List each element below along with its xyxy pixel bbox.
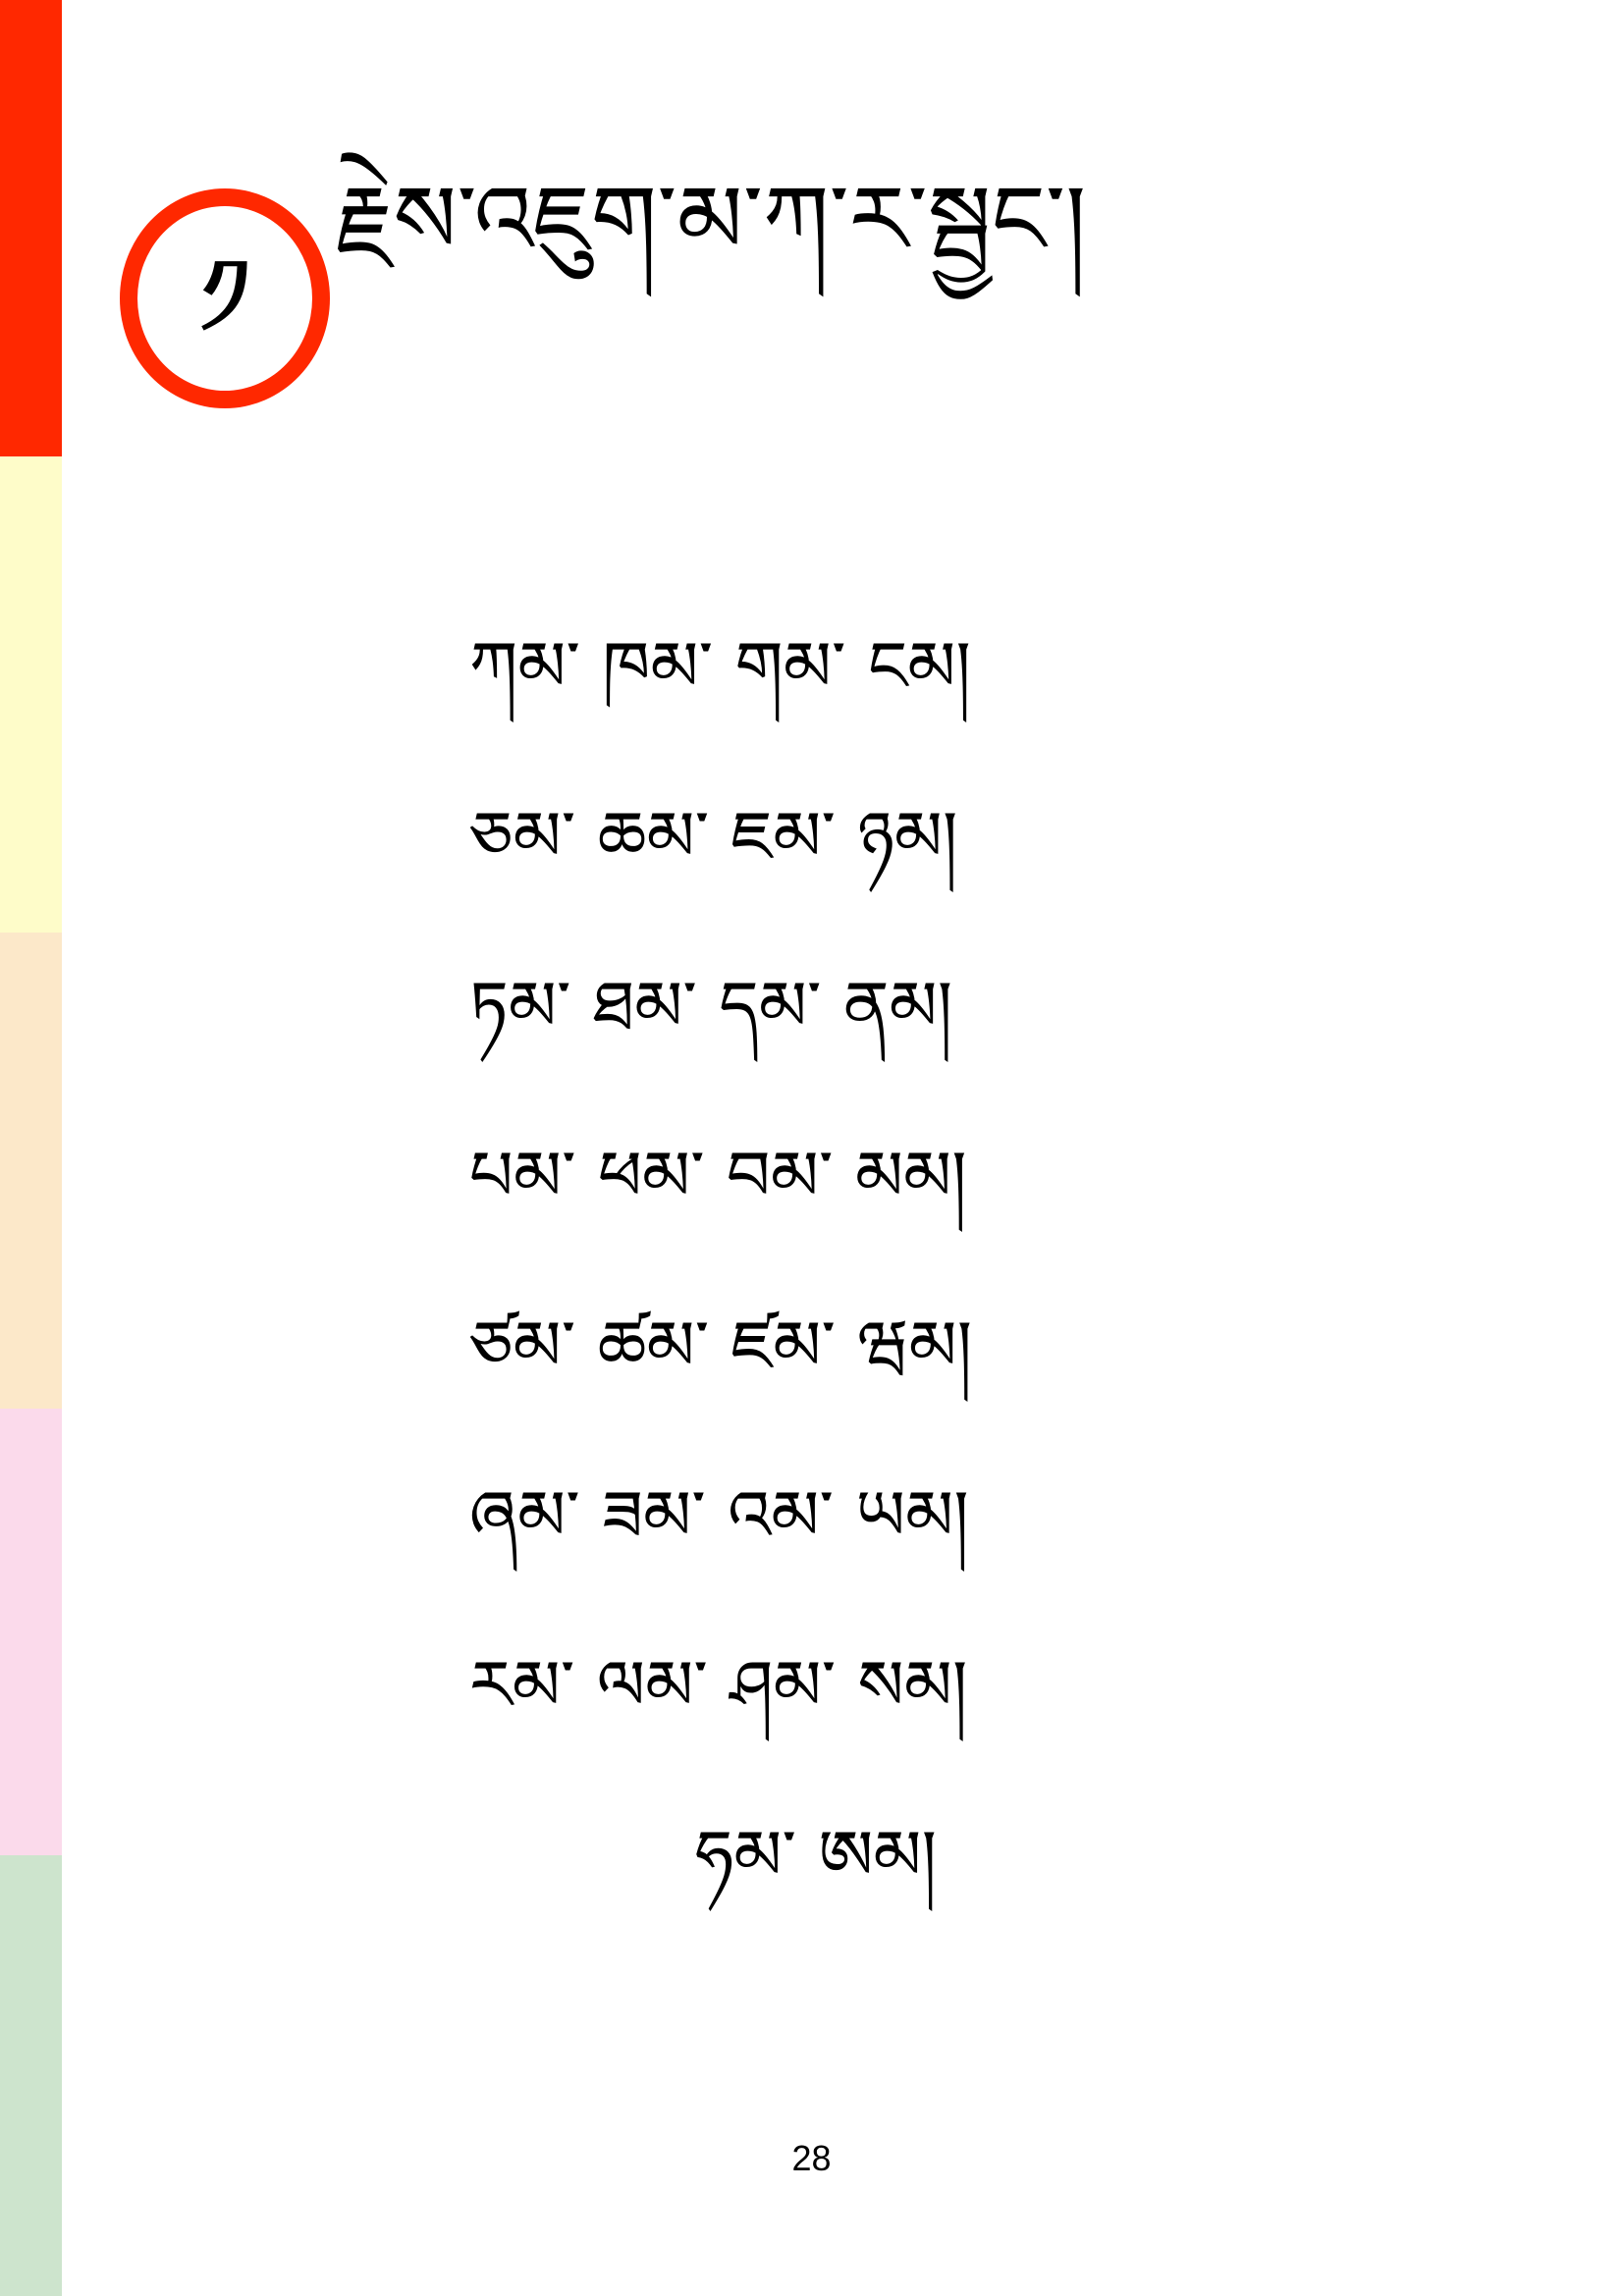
syllable-line: ཧམ་ ཨམ།	[694, 1814, 938, 1896]
sidebar-stripe-pink	[0, 1409, 62, 1855]
syllable-line: ཏམ་ ཐམ་ དམ་ ནམ།	[469, 965, 953, 1046]
sidebar-color-bar	[0, 0, 62, 2296]
syllable-line: ཀམ་ ཁམ་ གམ་ ངམ།	[469, 625, 971, 707]
page-number: 28	[791, 2138, 832, 2178]
lesson-title: རྗེས་འཇུག་མ་ཀ་ར་སྦྱང་།	[336, 165, 1087, 275]
lesson-number: ༡	[197, 235, 252, 362]
syllable-line: ཙམ་ ཚམ་ ཛམ་ ཝམ།	[469, 1305, 973, 1386]
sidebar-stripe-yellow	[0, 456, 62, 933]
syllable-line: རམ་ ལམ་ ཤམ་ སམ།	[469, 1644, 968, 1726]
syllable-drill-block	[469, 581, 1163, 1940]
syllable-line: ཞམ་ ཟམ་ འམ་ ཡམ།	[469, 1474, 969, 1556]
syllable-line: པམ་ ཕམ་ བམ་ མམ།	[469, 1135, 967, 1216]
sidebar-stripe-peach	[0, 933, 62, 1409]
sidebar-stripe-green	[0, 1855, 62, 2296]
sidebar-stripe-red	[0, 0, 62, 456]
lesson-number-circle	[120, 188, 330, 408]
syllable-line: ཅམ་ ཆམ་ ཇམ་ ཉམ།	[469, 795, 958, 877]
